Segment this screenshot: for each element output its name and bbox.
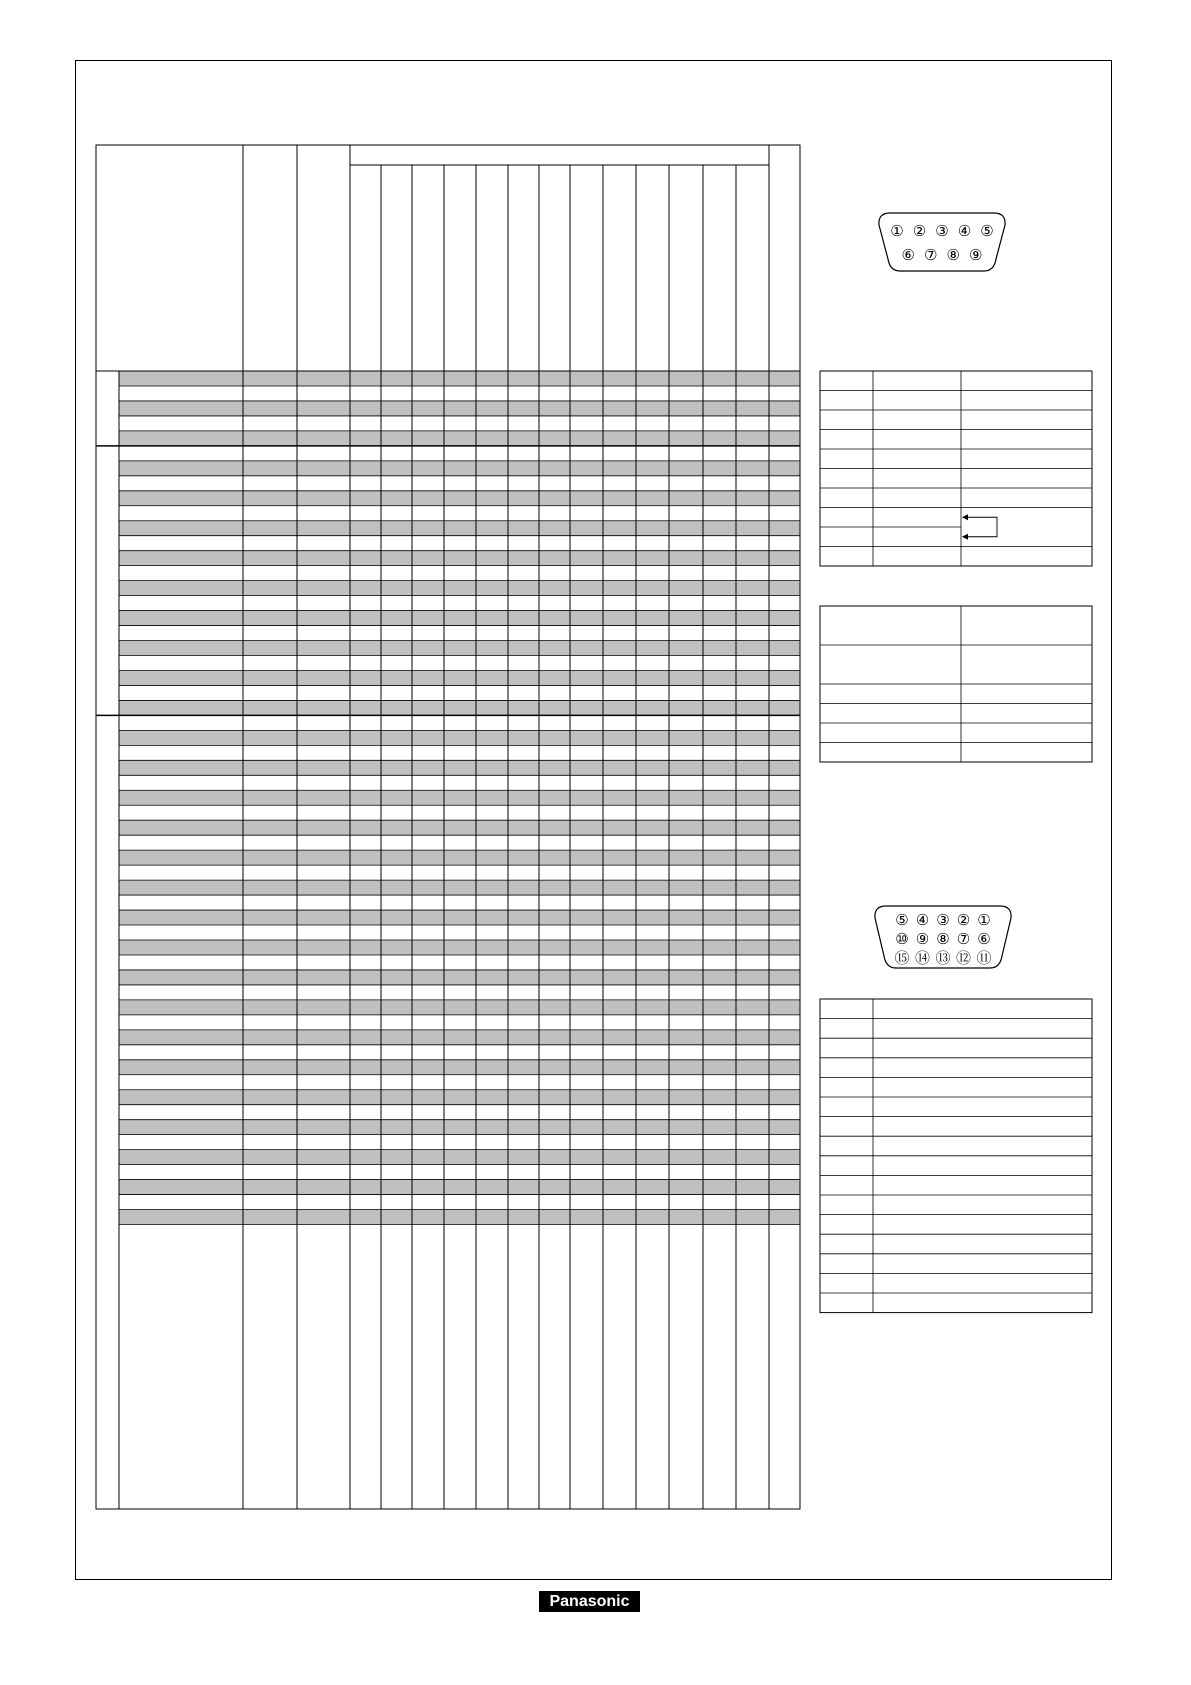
- connector-pin-label: ⑦: [924, 246, 938, 264]
- table-row-shaded: [119, 1180, 800, 1195]
- table-row-shaded: [119, 581, 800, 596]
- table-row-shaded: [119, 820, 800, 835]
- table-row-shaded: [119, 940, 800, 955]
- table-row-shaded: [119, 760, 800, 775]
- connector-pin-label: ②: [912, 222, 927, 240]
- table-row-shaded: [119, 641, 800, 656]
- table-row-shaded: [119, 551, 800, 566]
- table-row-shaded: [119, 670, 800, 685]
- connector-pin-label: ①: [890, 222, 904, 240]
- table-row-shaded: [119, 1120, 800, 1135]
- connector-pin-label: ⑤: [980, 222, 994, 240]
- connector-pin-label: ⑥: [901, 246, 915, 264]
- connector-pin-label: ②: [956, 911, 971, 929]
- table-row-shaded: [119, 521, 800, 536]
- loopback-arrow: [962, 534, 968, 540]
- table-row-shaded: [119, 491, 800, 506]
- dsub15-connector: [875, 906, 1011, 968]
- middle-table: [820, 606, 1092, 762]
- table-row-shaded: [119, 970, 800, 985]
- connector-pin-label: ⑨: [969, 246, 983, 264]
- table-row-shaded: [119, 1150, 800, 1165]
- panasonic-logo: Panasonic: [539, 1591, 640, 1612]
- connector-pin-label: ⑫: [955, 949, 972, 967]
- connector-pin-label: ⑤: [895, 911, 909, 929]
- table-row-shaded: [119, 401, 800, 416]
- table-row-shaded: [119, 461, 800, 476]
- dsub9-connector: [879, 213, 1005, 271]
- table-row-shaded: [119, 1090, 800, 1105]
- connector-pin-label: ⑬: [935, 949, 951, 967]
- connector-pin-label: ⑨: [915, 930, 930, 948]
- connector-pin-label: ③: [936, 911, 950, 929]
- connector-pin-label: ⑮: [894, 949, 910, 967]
- connector-pin-label: ①: [977, 911, 991, 929]
- table-row-shaded: [119, 700, 800, 715]
- table-row-shaded: [119, 1210, 800, 1225]
- connector-pin-label: ③: [935, 222, 949, 240]
- table-row-shaded: [119, 730, 800, 745]
- loopback-arrow: [962, 514, 968, 520]
- table-row-shaded: [119, 910, 800, 925]
- connector-pin-label: ⑥: [977, 930, 991, 948]
- table-row-shaded: [119, 850, 800, 865]
- table-row-shaded: [119, 1060, 800, 1075]
- connector-pin-label: ⑭: [914, 949, 931, 967]
- connector-pin-label: ⑧: [946, 246, 960, 264]
- connector-pin-label: ⑩: [895, 930, 909, 948]
- table-row-shaded: [119, 790, 800, 805]
- connector-pin-label: ④: [915, 911, 930, 929]
- dsub9-pin-table: [820, 371, 1092, 566]
- table-row-shaded: [119, 611, 800, 626]
- table-row-shaded: [119, 1000, 800, 1015]
- table-row-shaded: [119, 431, 800, 446]
- connector-pin-label: ⑪: [976, 949, 992, 967]
- table-row-shaded: [119, 880, 800, 895]
- dsub15-pin-table: [820, 999, 1092, 1313]
- table-row-shaded: [119, 1030, 800, 1045]
- connector-pin-label: ⑧: [936, 930, 950, 948]
- connector-pin-label: ⑦: [956, 930, 971, 948]
- connector-pin-label: ④: [957, 222, 972, 240]
- loopback-bracket: [963, 517, 997, 537]
- table-row-shaded: [119, 371, 800, 386]
